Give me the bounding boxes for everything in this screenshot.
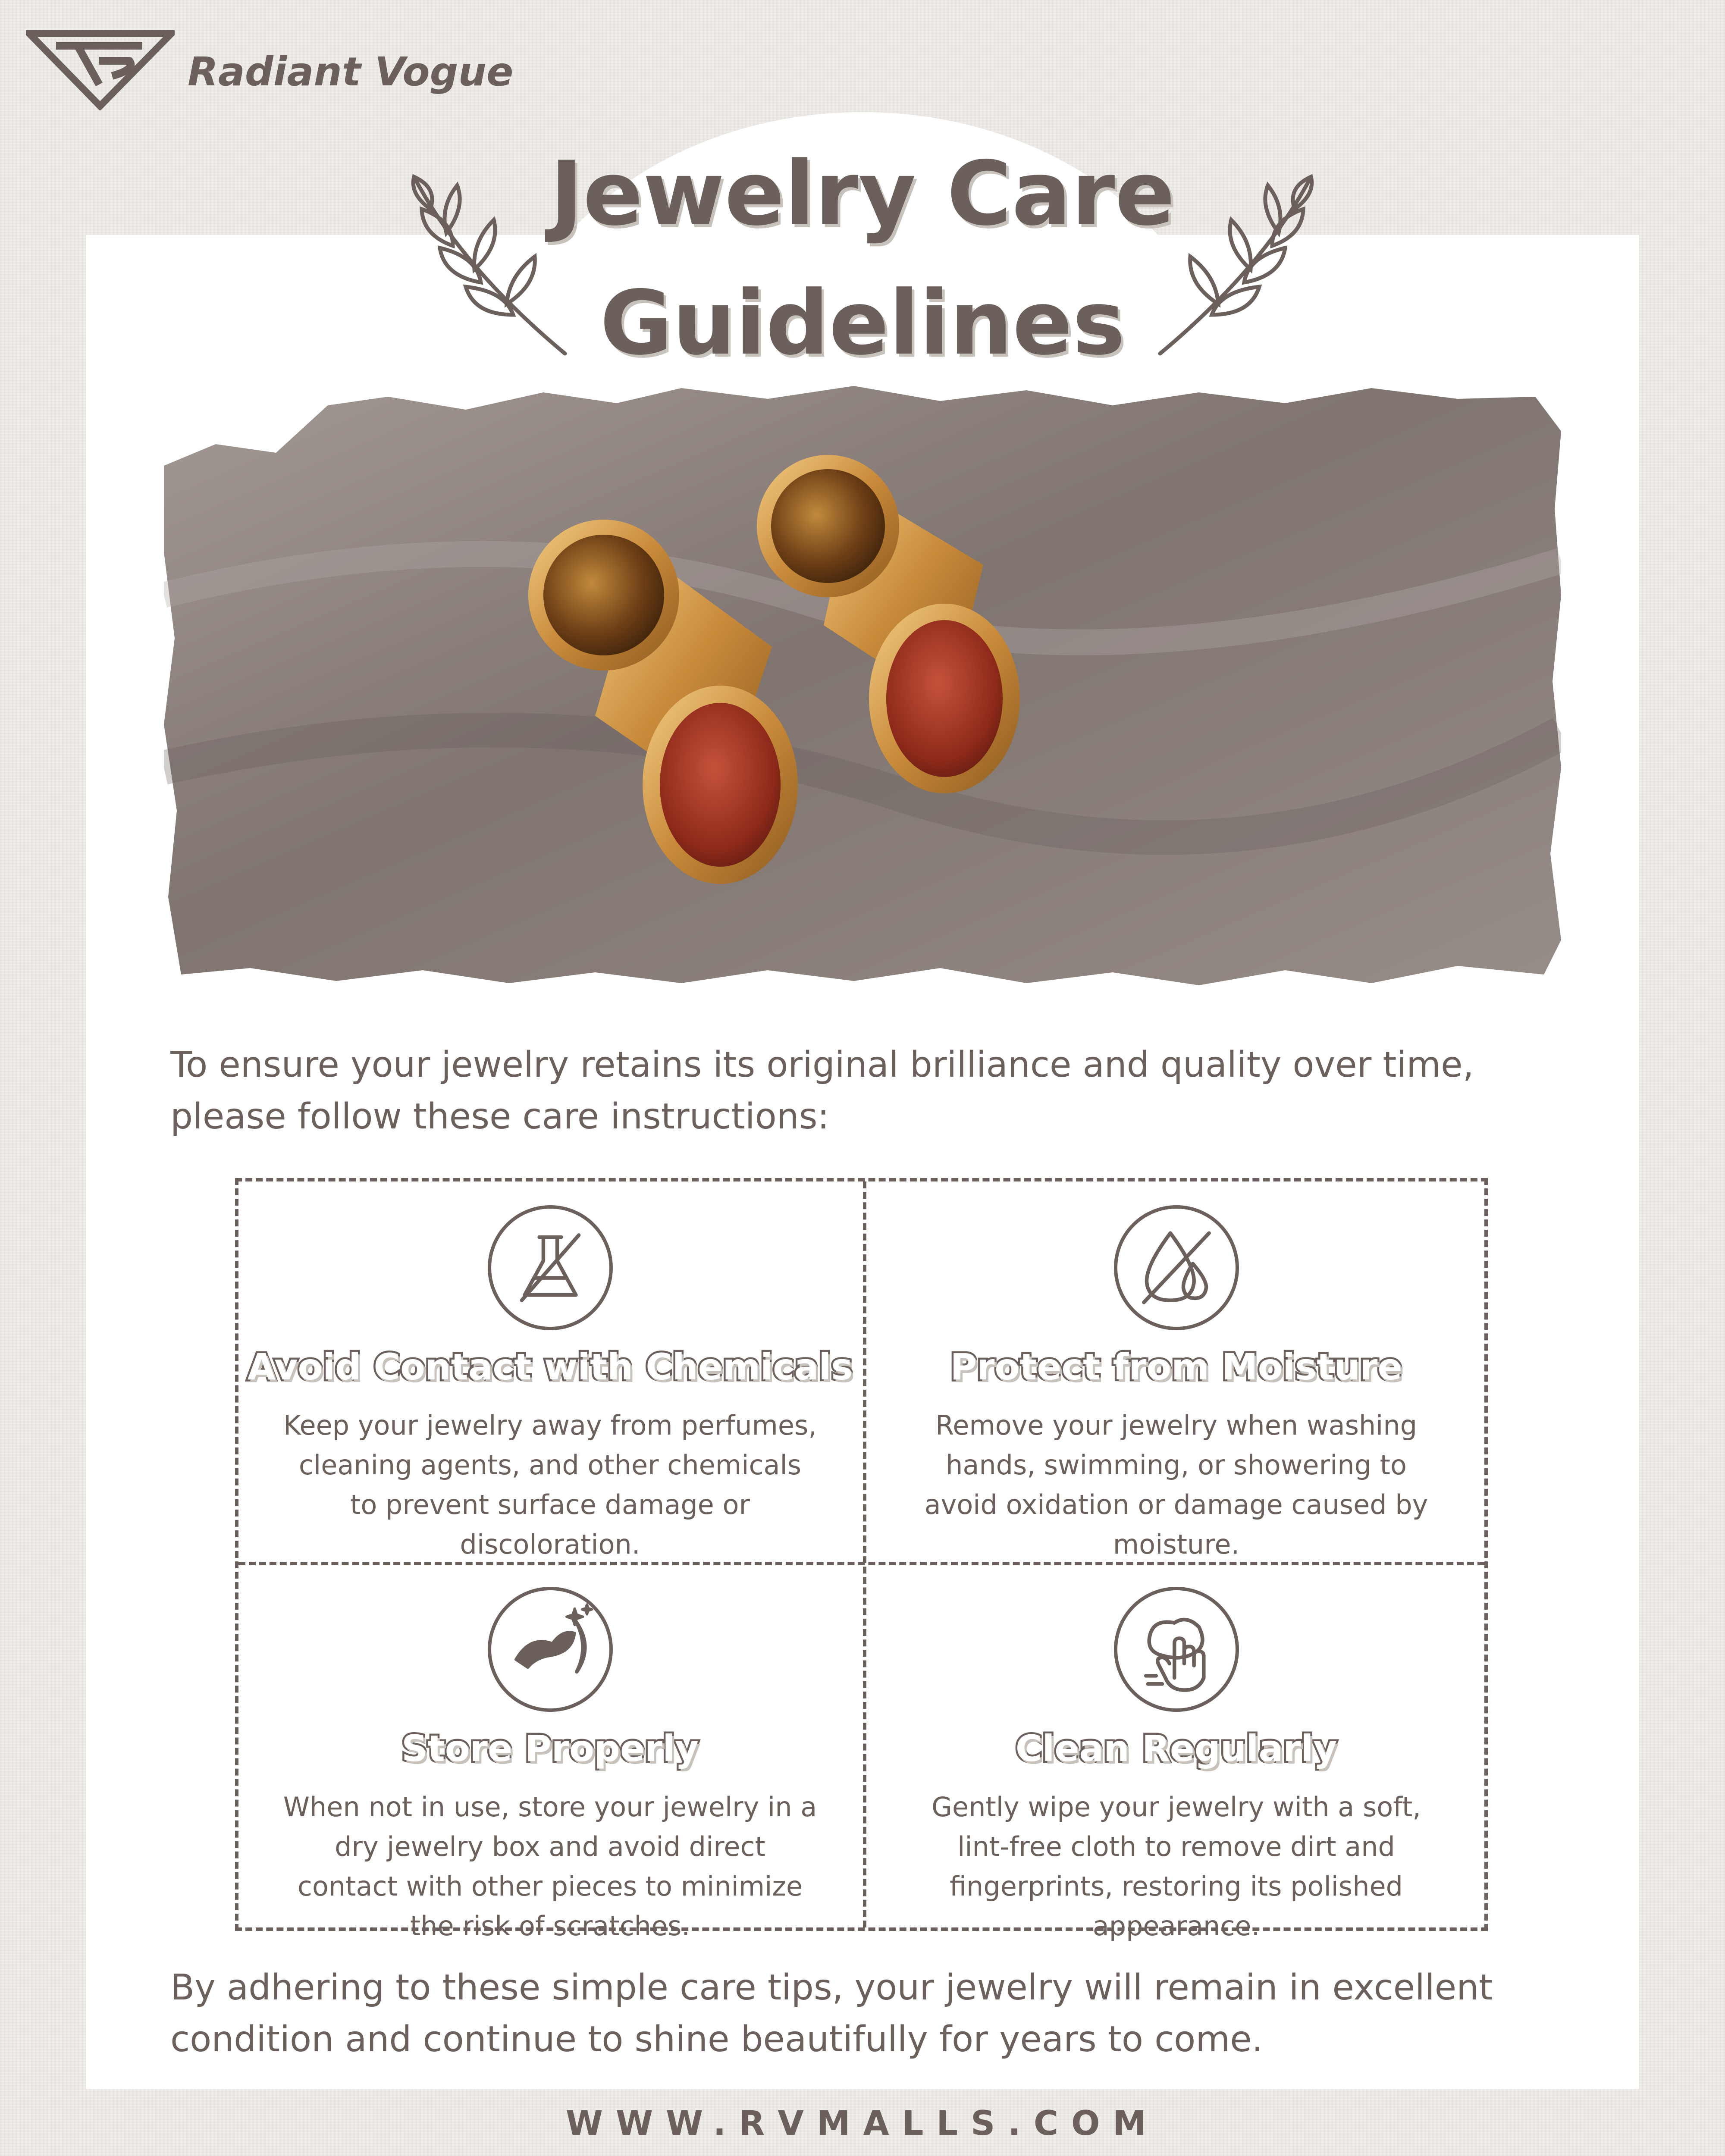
care-tips-grid: [235, 1178, 1488, 1942]
website-url[interactable]: WWW.RVMALLS.COM: [565, 2104, 1160, 2143]
hand-wiping-cloth-icon: [1114, 1587, 1239, 1712]
tip-text: Gently wipe your jewelry with a soft, lint-free cloth to remove dirt and fingerprints, restoring its polished appearance.: [932, 1791, 1421, 1942]
page-title-line-2: Guidelines: [600, 272, 1125, 375]
rv-monogram-logo-icon: [26, 28, 175, 110]
tip-protect-moisture: [865, 1181, 1488, 1560]
tip-title: Protect from Moisture: [950, 1346, 1402, 1388]
tip-clean-regularly: [865, 1563, 1488, 1942]
outro-text: By adhering to these simple care tips, your jewelry will remain in excellent condition and continue to shine beautifully for years to come.: [170, 1967, 1493, 2060]
no-chemicals-flask-icon: [488, 1205, 613, 1330]
hero-earrings-image: [164, 379, 1561, 992]
no-water-drop-icon: [1114, 1205, 1239, 1330]
tip-title: Clean Regularly: [1015, 1727, 1337, 1770]
page-title-line-1: Jewelry Care: [550, 143, 1175, 245]
jewelry-storage-hand-icon: [488, 1587, 613, 1712]
tip-title: Store Properly: [401, 1727, 699, 1770]
tip-text: Remove your jewelry when washing hands, swimming, or showering to avoid oxidation or damage caused by moisture.: [924, 1410, 1428, 1560]
intro-text: To ensure your jewelry retains its original brilliance and quality over time, please follow these care instructions:: [170, 1044, 1474, 1137]
tip-avoid-chemicals: [238, 1181, 862, 1560]
tip-text: When not in use, store your jewelry in a dry jewelry box and avoid direct contact with other pieces to minimize the risk of scratches.: [283, 1791, 817, 1942]
brand-name: Radiant Vogue: [188, 48, 514, 95]
tip-title: Avoid Contact with Chemicals: [247, 1346, 853, 1388]
page-title: [431, 129, 1294, 388]
brand-header: [26, 28, 513, 110]
tip-text: Keep your jewelry away from perfumes, cleaning agents, and other chemicals to prevent surface damage or discoloration.: [283, 1410, 817, 1560]
tip-store-properly: [238, 1563, 862, 1942]
